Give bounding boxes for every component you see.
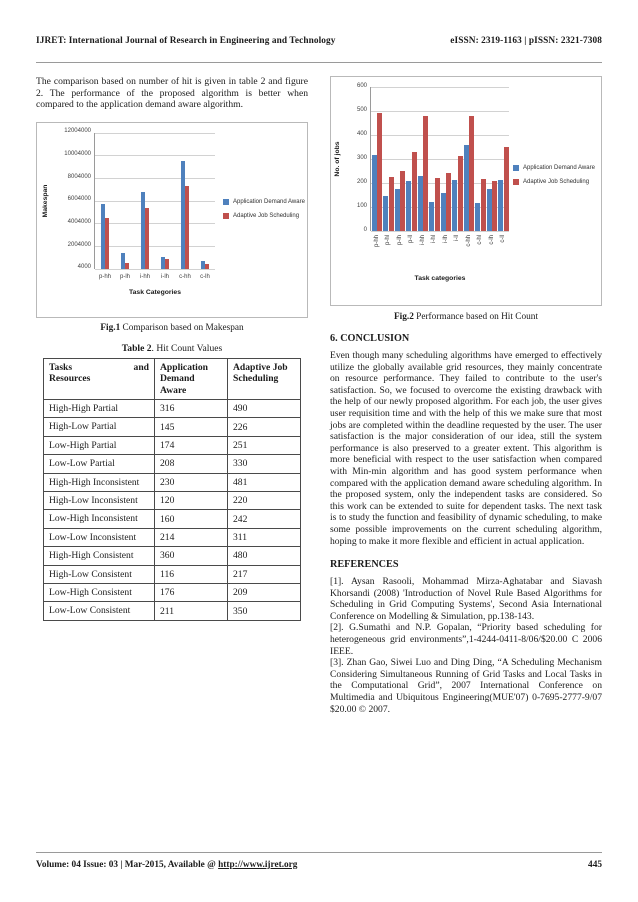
table-header-row: [44, 358, 301, 399]
x-axis-tick-label: c-ll: [500, 235, 507, 243]
cell-task-resource: Low-Low Partial: [44, 455, 155, 473]
cell-adaptive-job-scheduling: 242: [228, 510, 301, 528]
col-header-application-demand-aware: Application Demand Aware: [155, 358, 228, 399]
bar-adaptive-job-scheduling: [400, 171, 405, 231]
legend-swatch-icon: [223, 199, 229, 205]
chart-legend: [513, 163, 601, 191]
left-column: [36, 76, 308, 621]
page-number: 445: [588, 860, 602, 870]
y-axis-tick-label: 0: [363, 226, 367, 233]
bar-adaptive-job-scheduling: [446, 173, 451, 231]
chart-legend: [223, 197, 307, 225]
bar-application-demand-aware: [372, 155, 377, 231]
bar-application-demand-aware: [101, 204, 105, 269]
y-axis-tick-label: 400: [356, 130, 367, 137]
gridline: [95, 133, 215, 134]
cell-task-resource: High-High Consistent: [44, 547, 155, 565]
y-axis-tick-label: 4004000: [67, 219, 91, 226]
hit-count-table: [43, 358, 301, 621]
cell-application-demand-aware: 316: [155, 400, 228, 418]
bar-adaptive-job-scheduling: [504, 147, 509, 231]
y-axis-tick-label: 12004000: [64, 128, 91, 135]
y-axis-tick-label: 10004000: [64, 151, 91, 158]
gridline: [371, 159, 509, 160]
y-axis-tick-label: 8004000: [67, 173, 91, 180]
bar-adaptive-job-scheduling: [377, 113, 382, 231]
cell-task-resource: High-Low Partial: [44, 418, 155, 436]
x-axis-tick-label: c-hh: [465, 235, 472, 247]
cell-application-demand-aware: 211: [155, 602, 228, 620]
x-axis-tick-label: c-hh: [179, 273, 191, 280]
header-divider: [36, 62, 602, 63]
figure-1-text: Comparison based on Makespan: [120, 322, 244, 333]
x-axis-title: Task Categories: [128, 288, 181, 296]
bar-application-demand-aware: [181, 161, 185, 269]
conclusion-heading: 6. CONCLUSION: [330, 333, 410, 344]
plot-area: [371, 87, 509, 231]
y-axis-line: [370, 87, 371, 231]
cell-adaptive-job-scheduling: 251: [228, 436, 301, 454]
cell-application-demand-aware: 116: [155, 565, 228, 583]
bar-adaptive-job-scheduling: [481, 179, 486, 231]
y-axis-tick-label: 500: [356, 106, 367, 113]
cell-application-demand-aware: 145: [155, 418, 228, 436]
cell-adaptive-job-scheduling: 220: [228, 492, 301, 510]
x-axis-tick-label: i-hl: [431, 235, 438, 244]
journal-url-link[interactable]: http://www.ijret.org: [218, 860, 298, 870]
figure-1-label: Fig.1: [100, 322, 121, 333]
cell-task-resource: Low-High Consistent: [44, 584, 155, 602]
cell-task-resource: High-High Partial: [44, 400, 155, 418]
y-axis-tick-label: 600: [356, 82, 367, 89]
x-axis-tick-label: i-ll: [454, 235, 461, 241]
bar-adaptive-job-scheduling: [492, 181, 497, 231]
cell-task-resource: Low-Low Inconsistent: [44, 528, 155, 546]
legend-label: Adaptive Job Scheduling: [523, 179, 590, 185]
figure-2-chart: [330, 76, 602, 306]
table-row: [44, 528, 301, 546]
x-axis-tick-label: c-lh: [488, 235, 495, 245]
gridline: [371, 231, 509, 232]
cell-adaptive-job-scheduling: 350: [228, 602, 301, 620]
footer-volume-info: [36, 860, 297, 870]
page-footer: [36, 860, 602, 870]
cell-adaptive-job-scheduling: 330: [228, 455, 301, 473]
reference-item: [1]. Aysan Rasooli, Mohammad Mirza-Aghatabar and Siavash Khorsandi (2008) 'Introduction of Novel Rule Based Algorithms for Scheduling in Grid Computing Systems', Second Asia International Conference on Modelling & Simulation, pp.138-143.: [330, 576, 602, 622]
bar-adaptive-job-scheduling: [435, 178, 440, 231]
table-row: [44, 418, 301, 436]
cell-task-resource: High-High Inconsistent: [44, 473, 155, 491]
y-axis-title: Makespan: [42, 184, 49, 218]
bar-application-demand-aware: [161, 257, 165, 269]
intro-paragraph: The comparison based on number of hit is given in table 2 and figure 2. The performance of the proposed algorithm is better when compared to the application demand aware algorithm.: [36, 76, 308, 111]
col-header-and: and: [133, 361, 149, 373]
bar-application-demand-aware: [383, 196, 388, 231]
col-header-adaptive-job-scheduling: Adaptive Job Scheduling: [228, 358, 301, 399]
x-axis-title: Task categories: [414, 275, 466, 282]
gridline: [371, 111, 509, 112]
figure-2-label: Fig.2: [393, 312, 414, 322]
bar-application-demand-aware: [418, 176, 423, 231]
table-row: [44, 400, 301, 418]
cell-application-demand-aware: 230: [155, 473, 228, 491]
table-2-text: . Hit Count Values: [151, 342, 223, 354]
gridline: [95, 223, 215, 224]
references-list: [330, 576, 602, 715]
x-axis-tick-label: p-hh: [373, 235, 380, 248]
bar-adaptive-job-scheduling: [389, 177, 394, 231]
col-header-tasks: Tasks: [49, 361, 73, 373]
x-axis-tick-label: c-lh: [200, 273, 210, 280]
x-axis-tick-label: i-lh: [442, 235, 449, 244]
legend-item: [223, 197, 307, 208]
x-axis-tick-label: p-lh: [396, 235, 403, 246]
bar-adaptive-job-scheduling: [469, 116, 474, 231]
gridline: [95, 246, 215, 247]
bar-application-demand-aware: [452, 180, 457, 231]
journal-title: IJRET: International Journal of Research in Engineering and Technology: [36, 36, 336, 46]
bar-adaptive-job-scheduling: [458, 156, 463, 231]
cell-application-demand-aware: 208: [155, 455, 228, 473]
bar-adaptive-job-scheduling: [105, 218, 109, 269]
legend-label: Adaptive Job Scheduling: [233, 212, 300, 219]
bar-application-demand-aware: [429, 202, 434, 231]
table-head: [44, 358, 301, 399]
footer-volume-text: Volume: 04 Issue: 03 | Mar-2015, Available @: [36, 860, 219, 870]
x-axis-tick-label: p-hh: [98, 273, 111, 280]
y-axis-line: [94, 133, 95, 269]
gridline: [95, 201, 215, 202]
cell-adaptive-job-scheduling: 209: [228, 584, 301, 602]
cell-application-demand-aware: 120: [155, 492, 228, 510]
col-header-resources: Resources: [49, 373, 91, 385]
table-row: [44, 602, 301, 620]
cell-application-demand-aware: 160: [155, 510, 228, 528]
cell-application-demand-aware: 176: [155, 584, 228, 602]
plot-area: [95, 133, 215, 269]
table-body: [44, 400, 301, 621]
gridline: [371, 135, 509, 136]
cell-task-resource: Low-High Partial: [44, 436, 155, 454]
conclusion-paragraph: Even though many scheduling algorithms have emerged to effectively utilize the globally available grid resources, they mainly concentrate on resource performance. They failed to contribute to the user's satisfaction. So, we focused to overcome the existing drawback with the help of our newly proposed algorithm. For each job, the user gives user requisition time and with the help of this we make sure that most jobs are completed within the deadline requested by the user. The user satisfaction is the major consideration of our idea, still the system performance is also preserved to a greater extent. This algorithm is more beneficial with respect to the user satisfaction when compared with Min-min algorithm and has good system performance when compared with the application demand aware scheduling algorithm. In the proposed system, only the independent tasks are considered. So this work can be extended to suite for dependent tasks. The next task is to study the function and feasibility of dynamic scheduling, to make some possible improvements on the current scheduling algorithm, hoping to make it more flexible and efficient in actual application.: [330, 350, 602, 547]
cell-task-resource: Low-High Inconsistent: [44, 510, 155, 528]
bar-adaptive-job-scheduling: [145, 208, 149, 269]
reference-item: [3]. Zhan Gao, Siwei Luo and Ding Ding, “A Scheduling Mechanism Considering Simultaneous Running of Grid Tasks and Local Tasks in the Computational Grid”, 2007 International Conference on Multimedia and Ubiquitous Engineering(MUE'07) 0-7695-2777-9/07 $20.00 © 2007.: [330, 657, 602, 715]
x-axis-tick-label: p-lh: [119, 273, 130, 280]
cell-adaptive-job-scheduling: 311: [228, 528, 301, 546]
gridline: [95, 178, 215, 179]
y-axis-tick-label: 200: [356, 178, 367, 185]
col-header-tasks-resources: [44, 358, 155, 399]
table-row: [44, 584, 301, 602]
bar-adaptive-job-scheduling: [125, 263, 129, 269]
x-axis-tick-label: p-ll: [408, 235, 415, 244]
table-row: [44, 492, 301, 510]
x-axis-tick-label: c-hl: [477, 235, 484, 245]
y-axis-tick-label: 4000: [77, 264, 91, 271]
gridline: [95, 269, 215, 270]
x-axis-tick-label: p-hl: [385, 235, 392, 246]
figure-1-caption: [36, 323, 308, 333]
bar-application-demand-aware: [475, 203, 480, 231]
legend-swatch-icon: [223, 213, 229, 219]
legend-label: Application Demand Aware: [523, 165, 595, 171]
figure-2-caption: [330, 312, 602, 322]
legend-item: [223, 211, 307, 222]
bar-application-demand-aware: [464, 145, 469, 231]
bar-adaptive-job-scheduling: [185, 186, 189, 269]
table-row: [44, 436, 301, 454]
table-row: [44, 547, 301, 565]
bar-application-demand-aware: [487, 189, 492, 231]
bar-application-demand-aware: [201, 261, 205, 268]
table-row: [44, 473, 301, 491]
cell-task-resource: Low-Low Consistent: [44, 602, 155, 620]
y-axis-tick-label: 2004000: [67, 241, 91, 248]
legend-item: [513, 163, 601, 174]
figure-1-chart: [36, 122, 308, 318]
figure-2-text: Performance based on Hit Count: [413, 312, 539, 322]
page-header: [36, 36, 602, 46]
reference-item: [2]. G.Sumathi and N.P. Gopalan, “Priority based scheduling for heterogeneous grid environments”,1-4244-0411-8/06/$20.00 C 2006 IEEE.: [330, 622, 602, 657]
cell-task-resource: High-Low Inconsistent: [44, 492, 155, 510]
bar-application-demand-aware: [441, 193, 446, 231]
bar-application-demand-aware: [498, 180, 503, 231]
cell-adaptive-job-scheduling: 490: [228, 400, 301, 418]
table-row: [44, 455, 301, 473]
x-axis-tick-label: i-hh: [139, 273, 150, 280]
footer-divider: [36, 852, 602, 853]
table-2-label: Table 2: [121, 342, 152, 354]
bar-application-demand-aware: [121, 253, 125, 269]
legend-swatch-icon: [513, 179, 519, 185]
table-2-caption: [36, 343, 308, 354]
x-axis-tick-label: i-hh: [419, 235, 426, 246]
legend-swatch-icon: [513, 165, 519, 171]
cell-application-demand-aware: 214: [155, 528, 228, 546]
y-axis-title: No. of jobs: [334, 141, 341, 177]
table-row: [44, 565, 301, 583]
y-axis-tick-label: 300: [356, 154, 367, 161]
right-column: [330, 76, 602, 715]
bar-application-demand-aware: [395, 189, 400, 231]
cell-task-resource: High-Low Consistent: [44, 565, 155, 583]
gridline: [95, 155, 215, 156]
y-axis-tick-label: 6004000: [67, 196, 91, 203]
cell-application-demand-aware: 174: [155, 436, 228, 454]
x-axis-tick-label: i-lh: [160, 273, 169, 280]
bar-application-demand-aware: [406, 181, 411, 231]
gridline: [371, 87, 509, 88]
bar-application-demand-aware: [141, 192, 145, 269]
cell-adaptive-job-scheduling: 217: [228, 565, 301, 583]
references-heading: REFERENCES: [330, 559, 399, 571]
issn-text: eISSN: 2319-1163 | pISSN: 2321-7308: [450, 36, 602, 46]
cell-adaptive-job-scheduling: 481: [228, 473, 301, 491]
bar-adaptive-job-scheduling: [423, 116, 428, 231]
table-row: [44, 510, 301, 528]
y-axis-tick-label: 100: [356, 202, 367, 209]
bar-adaptive-job-scheduling: [205, 264, 209, 269]
legend-item: [513, 177, 601, 188]
cell-adaptive-job-scheduling: 226: [228, 418, 301, 436]
cell-adaptive-job-scheduling: 480: [228, 547, 301, 565]
bar-adaptive-job-scheduling: [412, 152, 417, 231]
legend-label: Application Demand Aware: [233, 198, 305, 205]
cell-application-demand-aware: 360: [155, 547, 228, 565]
bar-adaptive-job-scheduling: [165, 259, 169, 269]
